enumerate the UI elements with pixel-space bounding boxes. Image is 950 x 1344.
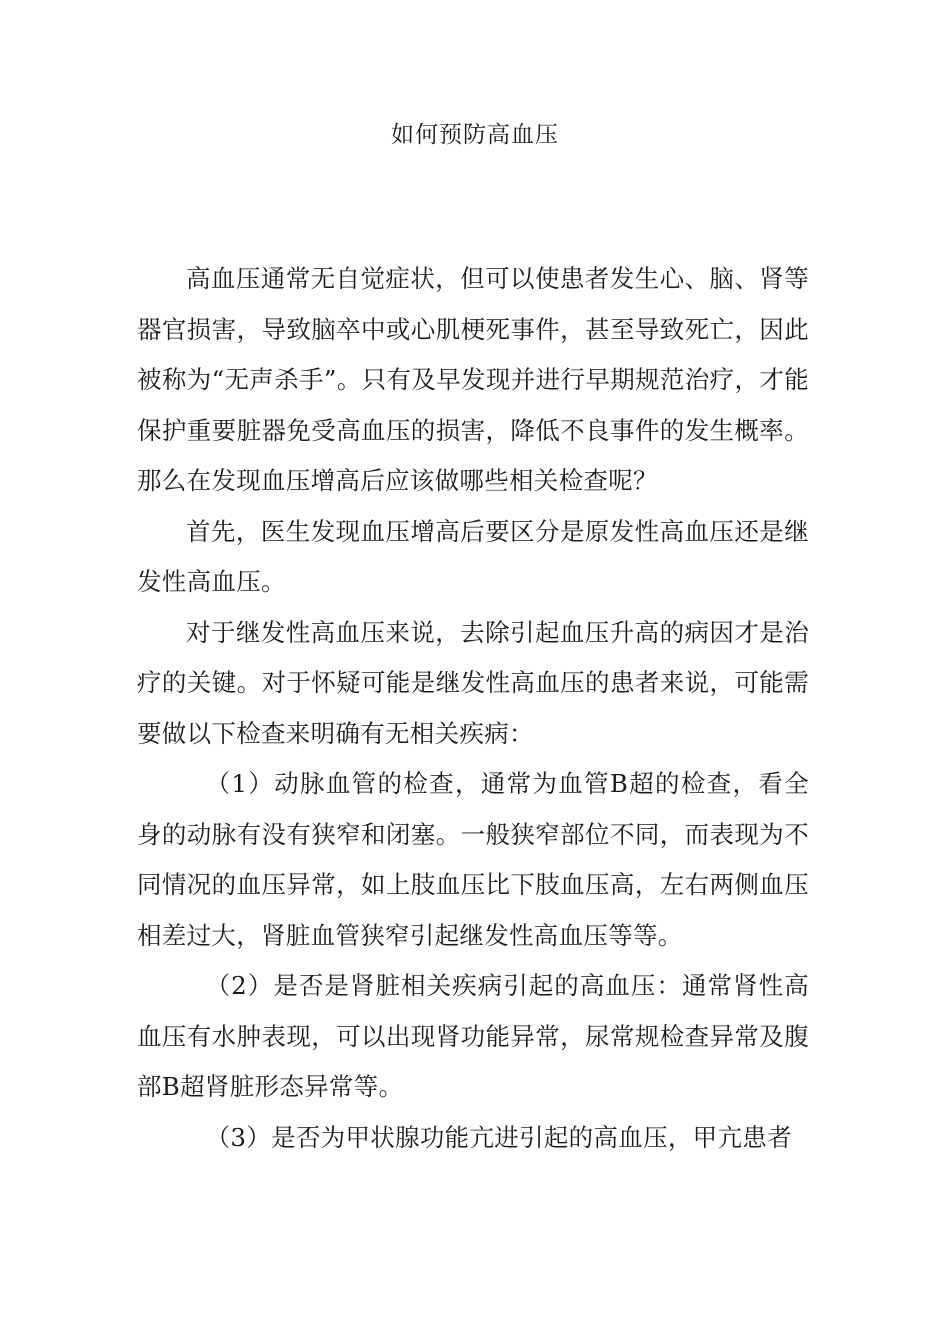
document-body [137,254,809,1163]
paragraph-intro: 高血压通常无自觉症状，但可以使患者发生心、脑、肾等器官损害，导致脑卒中或心肌梗死事件，甚至导致死亡，因此被称为“无声杀手”。只有及早发现并进行早期规范治疗，才能保护重要脏器免受高血压的损害，降低不良事件的发生概率。那么在发现血压增高后应该做哪些相关检查呢？ [137,264,809,495]
paragraph-item-1: （1）动脉血管的检查，通常为血管B超的检查，看全身的动脉有没有狭窄和闭塞。一般狭窄部位不同，而表现为不同情况的血压异常，如上肢血压比下肢血压高，左右两侧血压相差过大，肾脏血管狭窄引起继发性高血压等等。 [137,769,809,950]
paragraph-item-2: （2）是否是肾脏相关疾病引起的高血压：通常肾性高血压有水肿表现，可以出现肾功能异常，尿常规检查异常及腹部B超肾脏形态异常等。 [137,971,809,1101]
paragraph-primary-vs-secondary: 首先，医生发现血压增高后要区分是原发性高血压还是继发性高血压。 [137,516,809,596]
document-title: 如何预防高血压 [391,122,559,148]
paragraph-item-3: （3）是否为甲状腺功能亢进引起的高血压，甲亢患者 [205,1122,792,1152]
paragraph-secondary-hypertension: 对于继发性高血压来说，去除引起血压升高的病因才是治疗的关键。对于怀疑可能是继发性高血压的患者来说，可能需要做以下检查来明确有无相关疾病： [137,617,809,748]
